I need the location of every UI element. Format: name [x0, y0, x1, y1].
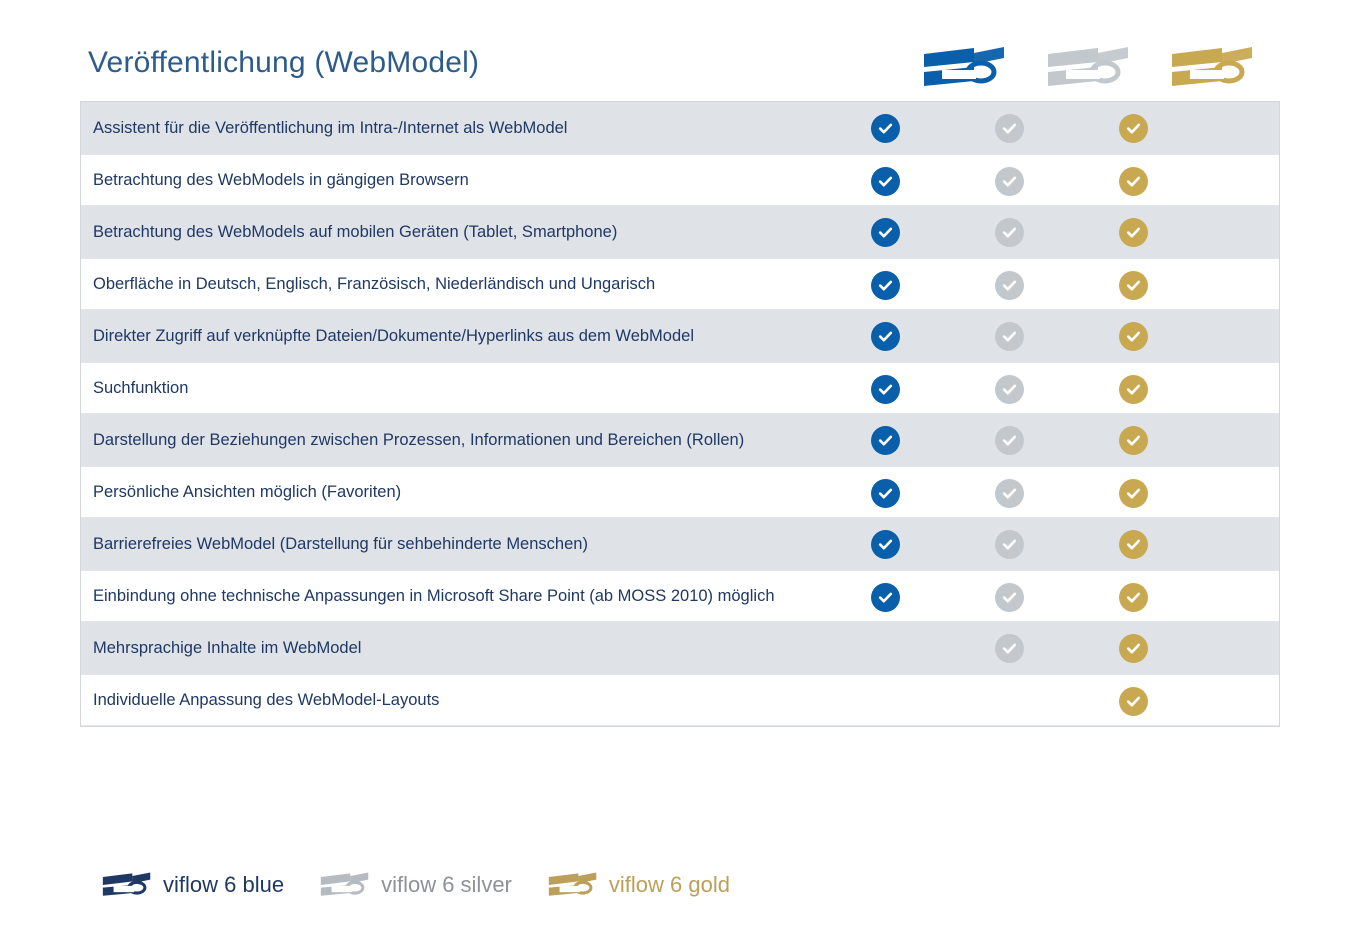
legend-item-gold — [546, 868, 730, 902]
feature-label: Assistent für die Veröffentlichung im Intra-/Internet als WebModel — [93, 119, 568, 137]
check-icon — [995, 530, 1024, 559]
table-row — [81, 570, 1279, 622]
legend-label: viflow 6 blue — [163, 872, 285, 897]
cell-blue — [839, 622, 931, 674]
check-icon — [995, 271, 1024, 300]
legend-item-blue — [100, 868, 284, 902]
check-icon — [1119, 167, 1148, 196]
column-logo-silver — [1042, 38, 1134, 98]
table-row — [81, 622, 1279, 674]
cell-silver — [963, 259, 1055, 311]
check-icon — [871, 322, 900, 351]
table-row — [81, 310, 1279, 362]
check-icon — [1119, 634, 1148, 663]
column-logo-blue — [918, 38, 1010, 98]
feature-label: Suchfunktion — [93, 379, 189, 397]
check-icon — [871, 530, 900, 559]
legend-label: viflow 6 gold — [608, 872, 730, 897]
cell-silver — [963, 310, 1055, 362]
cell-blue — [839, 414, 931, 466]
cell-blue — [839, 206, 931, 258]
cell-blue — [839, 259, 931, 311]
feature-label: Individuelle Anpassung des WebModel-Layouts — [93, 691, 440, 709]
check-icon — [1119, 114, 1148, 143]
cell-blue — [839, 571, 931, 623]
page-header — [80, 26, 1280, 96]
check-icon — [995, 218, 1024, 247]
check-icon — [995, 114, 1024, 143]
feature-label: Barrierefreies WebModel (Darstellung für sehbehinderte Menschen) — [93, 535, 588, 553]
cell-blue — [839, 518, 931, 570]
cell-silver — [963, 155, 1055, 207]
cell-silver — [963, 518, 1055, 570]
viflow-gold-logo-icon — [546, 868, 600, 902]
check-icon — [1119, 218, 1148, 247]
check-icon — [1119, 687, 1148, 716]
cell-gold — [1087, 155, 1179, 207]
viflow-silver-logo-icon — [318, 868, 372, 902]
check-icon — [995, 583, 1024, 612]
legend-label: viflow 6 silver — [381, 872, 512, 897]
feature-label: Direkter Zugriff auf verknüpfte Dateien/Dokumente/Hyperlinks aus dem WebModel — [93, 327, 695, 345]
cell-gold — [1087, 102, 1179, 154]
check-icon — [871, 583, 900, 612]
cell-gold — [1087, 206, 1179, 258]
legend-item-silver — [318, 868, 512, 902]
feature-label: Einbindung ohne technische Anpassungen in Microsoft Share Point (ab MOSS 2010) möglich — [93, 587, 775, 605]
feature-label: Persönliche Ansichten möglich (Favoriten) — [93, 483, 402, 501]
check-icon — [995, 426, 1024, 455]
check-icon — [1119, 375, 1148, 404]
table-row — [81, 674, 1279, 726]
check-icon — [1119, 322, 1148, 351]
check-icon — [871, 479, 900, 508]
cell-gold — [1087, 571, 1179, 623]
cell-silver — [963, 363, 1055, 415]
table-row — [81, 206, 1279, 258]
cell-gold — [1087, 675, 1179, 727]
cell-gold — [1087, 518, 1179, 570]
cell-gold — [1087, 467, 1179, 519]
check-icon — [995, 167, 1024, 196]
table-row — [81, 362, 1279, 414]
cell-gold — [1087, 414, 1179, 466]
check-icon — [871, 271, 900, 300]
check-icon — [871, 375, 900, 404]
check-icon — [995, 479, 1024, 508]
cell-silver — [963, 571, 1055, 623]
cell-blue — [839, 467, 931, 519]
check-icon — [995, 322, 1024, 351]
cell-silver — [963, 102, 1055, 154]
check-icon — [871, 114, 900, 143]
check-icon — [1119, 530, 1148, 559]
cell-blue — [839, 310, 931, 362]
feature-table — [80, 101, 1280, 727]
check-icon — [871, 426, 900, 455]
table-row — [81, 258, 1279, 310]
check-icon — [1119, 583, 1148, 612]
check-icon — [995, 634, 1024, 663]
cell-silver — [963, 675, 1055, 727]
feature-label: Oberfläche in Deutsch, Englisch, Französisch, Niederländisch und Ungarisch — [93, 275, 656, 293]
cell-gold — [1087, 259, 1179, 311]
check-icon — [871, 218, 900, 247]
cell-silver — [963, 622, 1055, 674]
feature-label: Darstellung der Beziehungen zwischen Prozessen, Informationen und Bereichen (Rollen) — [93, 431, 745, 449]
cell-blue — [839, 155, 931, 207]
cell-gold — [1087, 310, 1179, 362]
check-icon — [871, 167, 900, 196]
table-row — [81, 102, 1279, 154]
feature-label: Betrachtung des WebModels auf mobilen Geräten (Tablet, Smartphone) — [93, 223, 618, 241]
check-icon — [1119, 479, 1148, 508]
legend — [100, 862, 764, 908]
cell-gold — [1087, 363, 1179, 415]
feature-label: Betrachtung des WebModels in gängigen Browsern — [93, 171, 469, 189]
viflow-blue-logo-icon — [100, 868, 154, 902]
table-row — [81, 518, 1279, 570]
cell-silver — [963, 467, 1055, 519]
cell-gold — [1087, 622, 1179, 674]
check-icon — [1119, 426, 1148, 455]
cell-silver — [963, 206, 1055, 258]
table-row — [81, 414, 1279, 466]
page-title: Veröffentlichung (WebModel) — [88, 46, 480, 79]
check-icon — [995, 375, 1024, 404]
cell-blue — [839, 363, 931, 415]
column-logo-gold — [1166, 38, 1258, 98]
table-row — [81, 466, 1279, 518]
feature-label: Mehrsprachige Inhalte im WebModel — [93, 639, 362, 657]
cell-silver — [963, 414, 1055, 466]
check-icon — [1119, 271, 1148, 300]
table-row — [81, 154, 1279, 206]
cell-blue — [839, 102, 931, 154]
cell-blue — [839, 675, 931, 727]
